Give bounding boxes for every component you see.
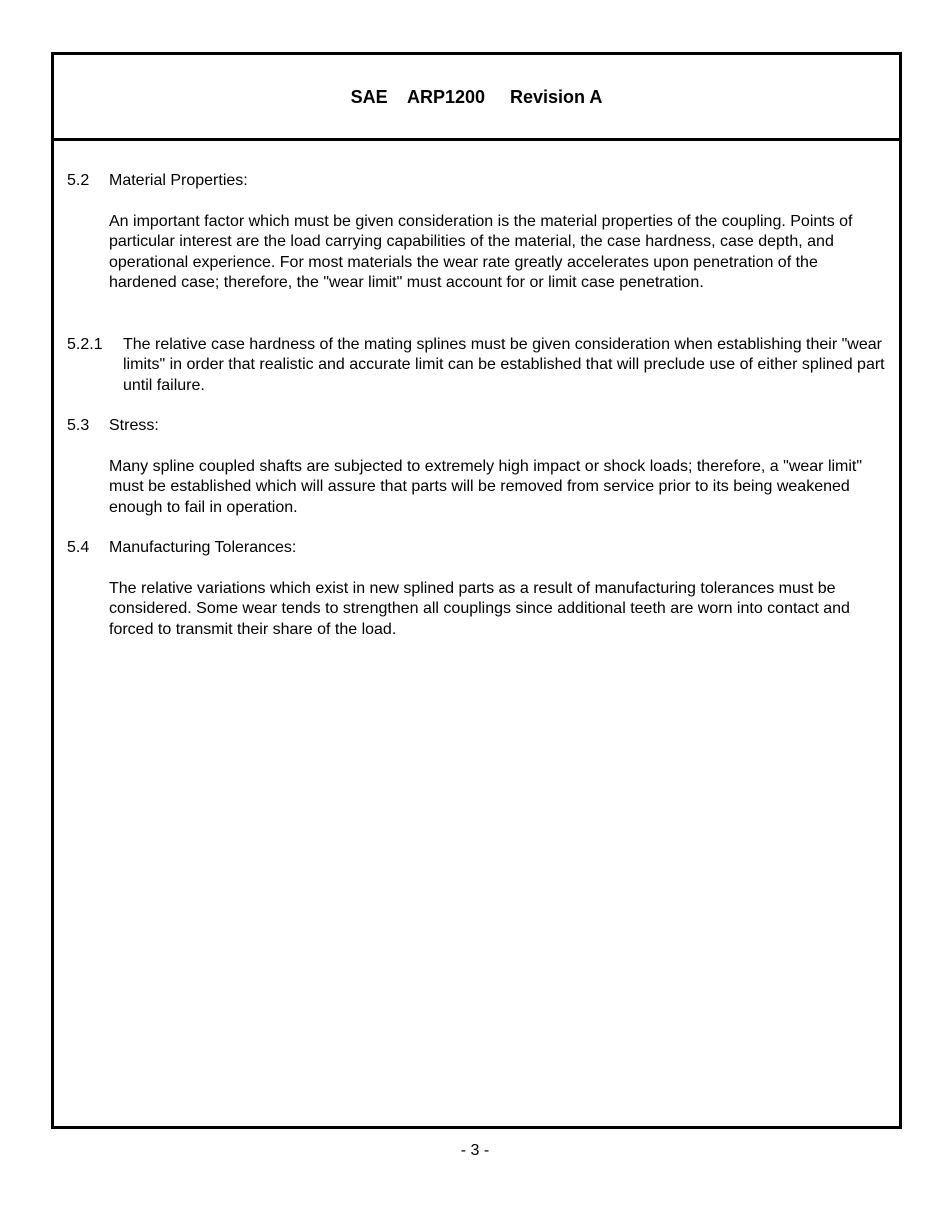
paragraph-5-2: An important factor which must be given consideration is the material properties of the coupling. Points of particular interest are the load carrying capabilities of the material, the case hardness, case depth, and operational experience. For most materials the wear rate greatly accelerates upon penetration of the hardened case; therefore, the "wear limit" must account for or limit case penetration. <box>109 213 853 292</box>
paragraph-5-2-1 <box>67 335 887 396</box>
section-number: 5.3 <box>67 417 90 434</box>
section-title: Stress: <box>109 417 159 434</box>
section-number: 5.2 <box>67 172 90 189</box>
document-header <box>54 55 899 141</box>
paragraph-5-4: The relative variations which exist in new splined parts as a result of manufacturing tolerances must be considered. Some wear tends to strengthen all couplings since additional teeth are worn into contact and forced to transmit their share of the load. <box>109 580 850 638</box>
page-number: - 3 - <box>460 1142 490 1159</box>
section-number: 5.2.1 <box>67 336 103 353</box>
section-heading-5-2 <box>67 171 877 191</box>
section-title: Manufacturing Tolerances: <box>109 539 297 556</box>
paragraph-5-3: Many spline coupled shafts are subjected to extremely high impact or shock loads; therefore, a "wear limit" must be established which will assure that parts will be removed from service prior to its being weakened enough to fail in operation. <box>109 458 863 516</box>
section-heading-5-3 <box>67 416 877 436</box>
section-number: 5.4 <box>67 539 90 556</box>
page-frame <box>51 52 902 1129</box>
section-heading-5-4 <box>67 538 877 558</box>
section-title: Material Properties: <box>109 172 248 189</box>
document-title: SAE ARP1200 Revision A <box>350 86 603 107</box>
paragraph-text: The relative case hardness of the mating splines must be given consideration when establishing their "wear limits" in order that realistic and accurate limit can be established that will preclude use of either splined part until failure. <box>123 336 885 394</box>
